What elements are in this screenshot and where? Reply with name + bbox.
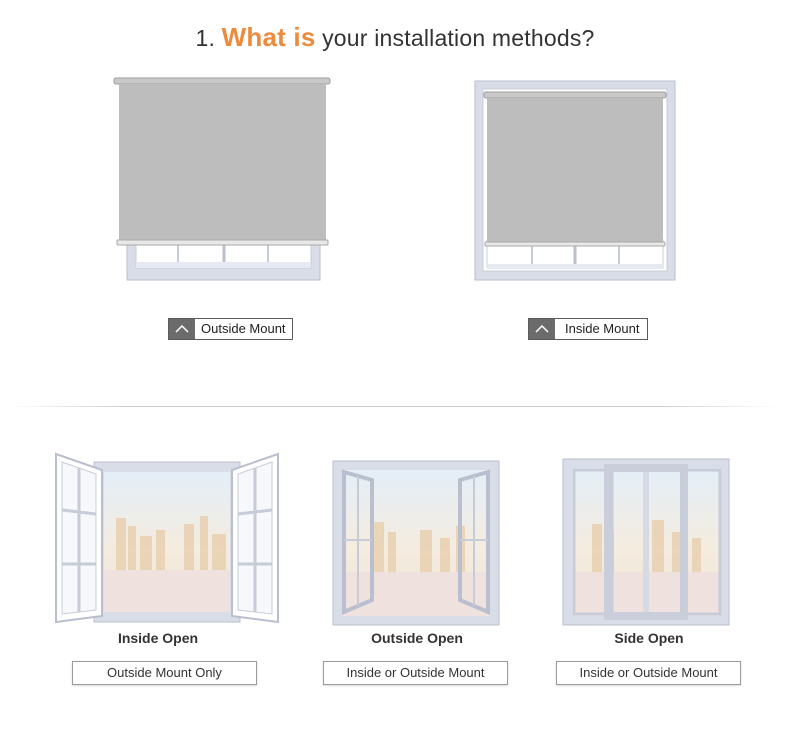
title-number: 1. bbox=[195, 25, 216, 51]
side-open-window-illustration bbox=[562, 458, 730, 626]
inside-mount-illustration bbox=[474, 80, 676, 282]
inside-or-outside-mount-box-2: Inside or Outside Mount bbox=[556, 661, 741, 685]
outside-mount-tag bbox=[168, 318, 293, 340]
outside-mount-illustration bbox=[112, 76, 334, 282]
outside-mount-label: Outside Mount bbox=[201, 321, 286, 336]
inside-open-window-illustration bbox=[54, 452, 280, 626]
page-title bbox=[0, 22, 790, 53]
chevron-up-icon bbox=[169, 319, 195, 339]
title-rest: your installation methods? bbox=[322, 25, 595, 51]
outside-mount-only-box: Outside Mount Only bbox=[72, 661, 257, 685]
side-open-label: Side Open bbox=[614, 630, 684, 646]
inside-or-outside-mount-box: Inside or Outside Mount bbox=[323, 661, 508, 685]
chevron-up-icon bbox=[529, 319, 555, 339]
title-highlight: What is bbox=[221, 22, 316, 52]
inside-mount-tag bbox=[528, 318, 648, 340]
outside-open-window-illustration bbox=[332, 460, 500, 626]
inside-open-label: Inside Open bbox=[117, 630, 199, 646]
outside-open-label: Outside Open bbox=[371, 630, 463, 646]
inside-mount-label: Inside Mount bbox=[565, 321, 640, 336]
section-divider bbox=[8, 406, 778, 407]
